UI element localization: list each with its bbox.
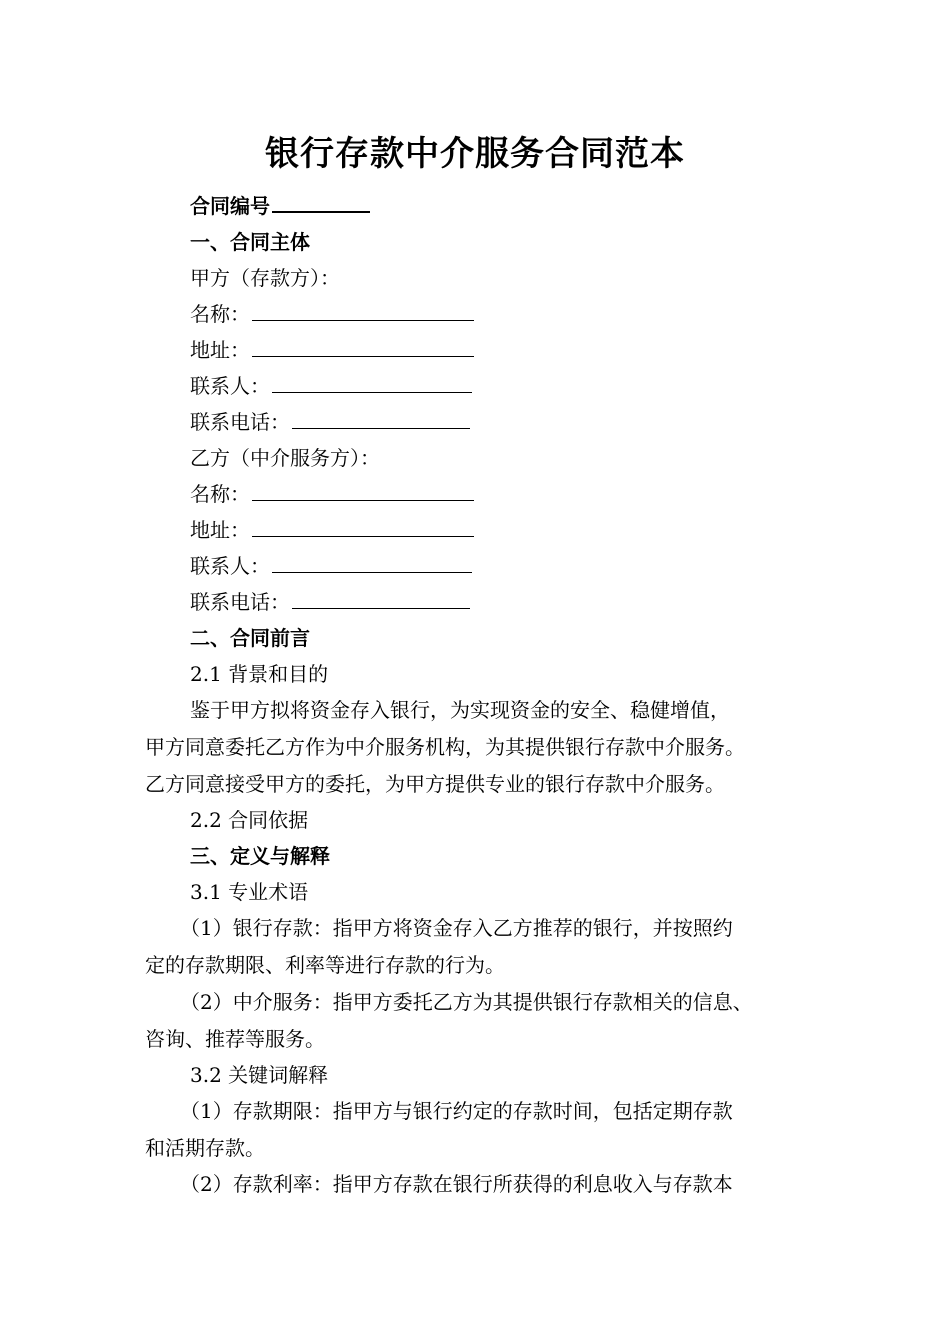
party-b-address-blank[interactable] <box>252 516 474 537</box>
party-a-name-row <box>190 299 474 329</box>
subsection-3-1: 3.1 专业术语 <box>190 880 309 904</box>
section-3-heading: 三、定义与解释 <box>190 844 330 868</box>
paragraph-line: （1）存款期限：指甲方与银行约定的存款时间，包括定期存款 <box>180 1099 733 1123</box>
subsection-3-2: 3.2 关键词解释 <box>190 1063 329 1087</box>
phone-label: 联系电话： <box>190 590 290 614</box>
party-a-contact-blank[interactable] <box>272 372 472 393</box>
name-label: 名称： <box>190 302 250 326</box>
paragraph-line: 鉴于甲方拟将资金存入银行，为实现资金的安全、稳健增值， <box>190 698 730 722</box>
paragraph-line: （2）存款利率：指甲方存款在银行所获得的利息收入与存款本 <box>180 1172 733 1196</box>
document-title: 银行存款中介服务合同范本 <box>265 134 685 174</box>
party-a-label: 甲方（存款方）： <box>190 266 340 290</box>
contract-number-blank[interactable] <box>272 191 370 213</box>
phone-label: 联系电话： <box>190 410 290 434</box>
party-b-contact-blank[interactable] <box>272 552 472 573</box>
party-b-contact-row <box>190 551 472 581</box>
party-a-phone-blank[interactable] <box>292 408 470 429</box>
paragraph-line: 和活期存款。 <box>145 1136 265 1160</box>
paragraph-line: 甲方同意委托乙方作为中介服务机构，为其提供银行存款中介服务。 <box>145 735 745 759</box>
paragraph-line: （2）中介服务：指甲方委托乙方为其提供银行存款相关的信息、 <box>180 990 753 1014</box>
subsection-2-2: 2.2 合同依据 <box>190 808 309 832</box>
address-label: 地址： <box>190 518 250 542</box>
party-b-name-row <box>190 479 474 509</box>
address-label: 地址： <box>190 338 250 362</box>
party-a-address-blank[interactable] <box>252 336 474 357</box>
contract-number-row <box>190 191 370 221</box>
contact-label: 联系人： <box>190 374 270 398</box>
paragraph-line: （1）银行存款：指甲方将资金存入乙方推荐的银行，并按照约 <box>180 916 733 940</box>
subsection-2-1: 2.1 背景和目的 <box>190 662 329 686</box>
party-b-name-blank[interactable] <box>252 480 474 501</box>
party-b-address-row <box>190 515 474 545</box>
contact-label: 联系人： <box>190 554 270 578</box>
party-b-phone-blank[interactable] <box>292 588 470 609</box>
contract-number-label: 合同编号 <box>190 194 270 218</box>
section-2-heading: 二、合同前言 <box>190 626 310 650</box>
paragraph-line: 定的存款期限、利率等进行存款的行为。 <box>145 953 505 977</box>
section-1-heading: 一、合同主体 <box>190 230 310 254</box>
paragraph-line: 咨询、推荐等服务。 <box>145 1027 325 1051</box>
party-a-name-blank[interactable] <box>252 300 474 321</box>
name-label: 名称： <box>190 482 250 506</box>
paragraph-line: 乙方同意接受甲方的委托，为甲方提供专业的银行存款中介服务。 <box>145 772 725 796</box>
party-a-phone-row <box>190 407 470 437</box>
party-a-address-row <box>190 335 474 365</box>
party-a-contact-row <box>190 371 472 401</box>
party-b-phone-row <box>190 587 470 617</box>
party-b-label: 乙方（中介服务方）： <box>190 446 380 470</box>
